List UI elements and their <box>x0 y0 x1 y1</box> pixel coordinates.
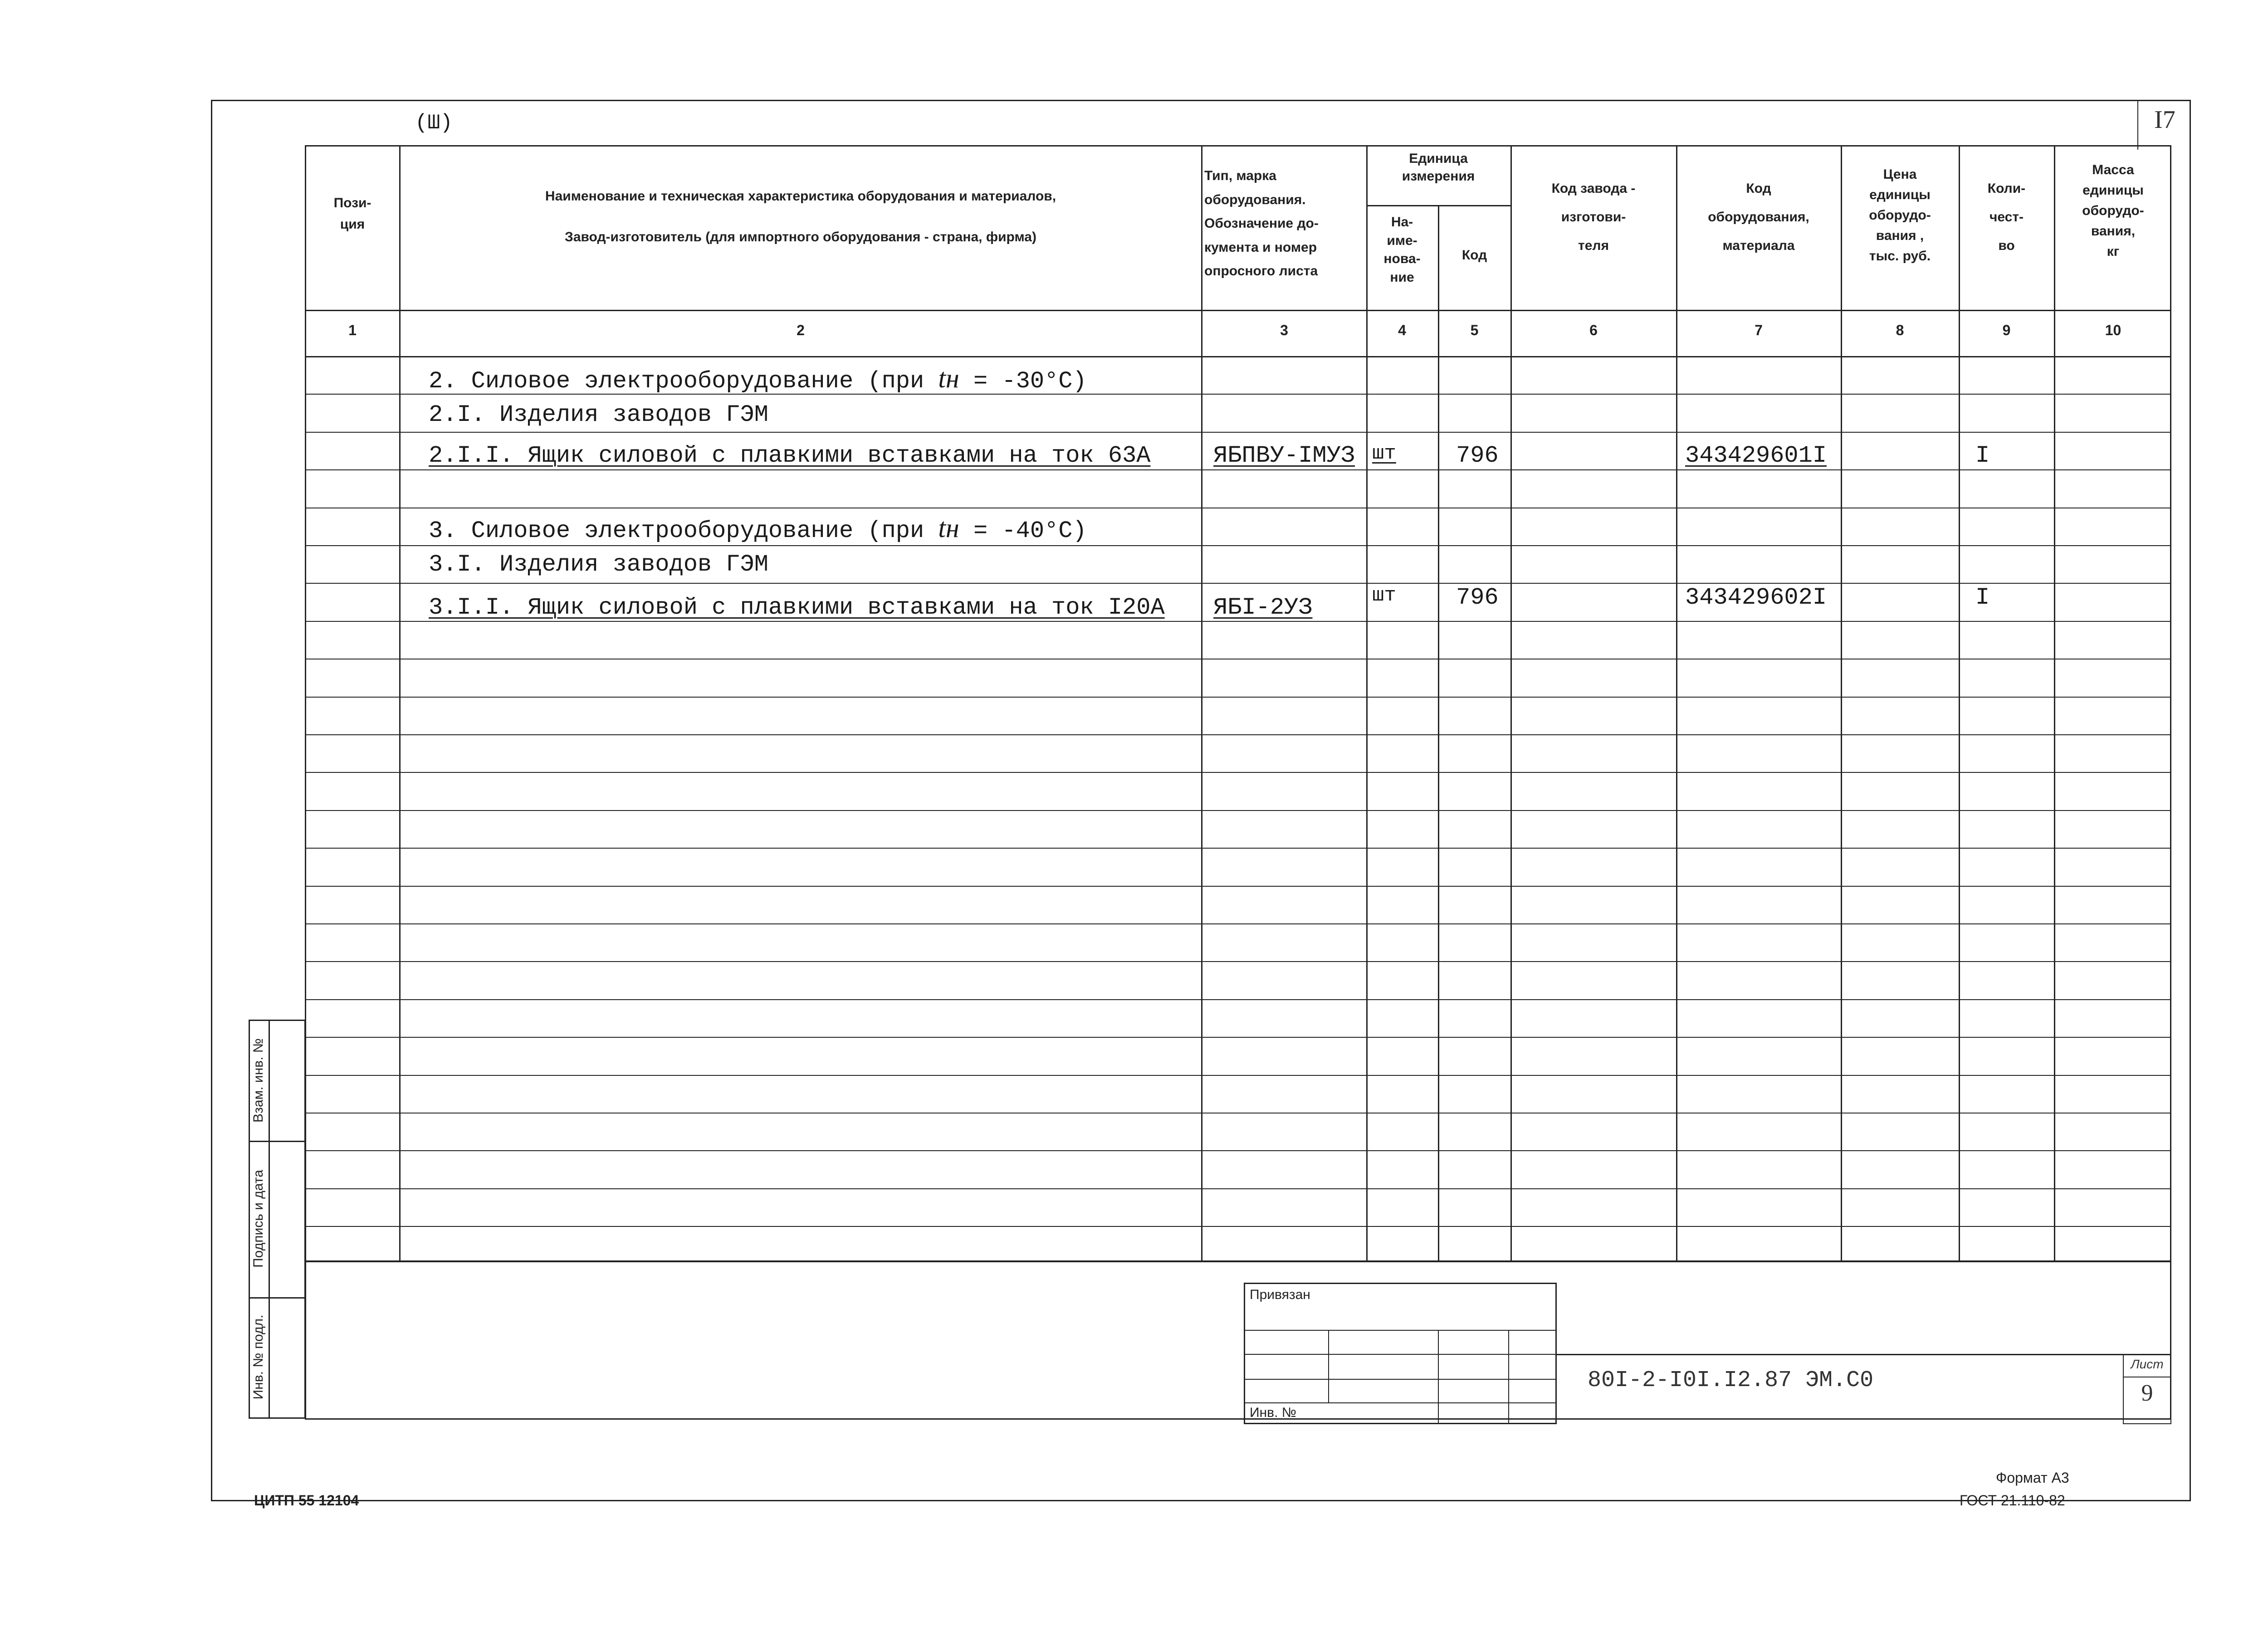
row-line <box>305 621 2171 622</box>
header-unit-group: Единица измерения <box>1402 151 1475 184</box>
header-factory-code: Код завода - изготови- теля <box>1551 181 1636 253</box>
header-quantity: Коли- чест- во <box>1987 181 2026 253</box>
row-3-code: 796 <box>1456 442 1499 469</box>
row-line <box>305 1226 2171 1227</box>
side-stamp-podpis: Подпись и дата <box>251 1170 266 1268</box>
header-unit-name: На- име- нова- ние <box>1383 215 1421 285</box>
header-mass: Масса единицы оборудо- вания, кг <box>2082 162 2144 259</box>
side-stamp-inv-podl: Инв. № подл. <box>251 1314 266 1400</box>
row-6-name: 3.I.I. Ящик силовой с плавкими вставками на ток I20А <box>429 594 1165 621</box>
row-line <box>305 810 2171 811</box>
row-line <box>305 848 2171 849</box>
bottom-area <box>305 1261 2171 1420</box>
col-number-9: 9 <box>2002 322 2011 338</box>
doc-code-top-line <box>1557 1354 2171 1355</box>
side-stamp-vzam: Взам. инв. № <box>251 1038 266 1123</box>
tb-line-2 <box>1244 1354 1557 1355</box>
header-name-line1: Наименование и техническая характеристика оборудования и материалов, <box>545 189 1056 204</box>
tb-line-3 <box>1244 1379 1557 1380</box>
col-number-8: 8 <box>1896 322 1904 338</box>
header-unit-price: Цена единицы оборудо- вания , тыс. руб. <box>1869 167 1931 264</box>
col-divider-3 <box>1366 145 1368 1262</box>
col-divider-5 <box>1510 145 1512 1262</box>
col-divider-7 <box>1841 145 1842 1262</box>
section-mark: (Ш) <box>415 111 453 135</box>
col-divider-8 <box>1959 145 1960 1262</box>
tb-line-4 <box>1244 1402 1557 1403</box>
row-6-quantity: I <box>1975 584 1990 611</box>
col-number-5: 5 <box>1470 322 1479 338</box>
header-bottom-line <box>305 310 2171 311</box>
sheet-number: 9 <box>2141 1380 2153 1406</box>
col-number-6: 6 <box>1589 322 1598 338</box>
row-line <box>305 432 2171 433</box>
row-line <box>305 772 2171 773</box>
tb-line-1 <box>1244 1330 1557 1331</box>
row-3-quantity: I <box>1975 442 1990 469</box>
col-number-2: 2 <box>797 322 805 338</box>
row-line <box>305 886 2171 887</box>
tb-vline-3 <box>1508 1330 1509 1424</box>
col-divider-1 <box>399 145 401 1262</box>
header-equipment-code: Код оборудования, материала <box>1708 181 1809 253</box>
gost-label: ГОСТ 21.110-82 <box>1960 1492 2065 1509</box>
col-number-1: 1 <box>348 322 357 338</box>
document-code: 80I-2-I0I.I2.87 ЭМ.C0 <box>1588 1367 1874 1393</box>
side-stamp-divider <box>269 1020 270 1419</box>
top-right-divider <box>2137 100 2138 150</box>
row-line <box>305 1037 2171 1038</box>
row-1-name <box>429 363 1087 395</box>
side-stamp-line-1 <box>249 1141 306 1142</box>
sheet-label: Лист <box>2131 1357 2164 1371</box>
row-line <box>305 734 2171 735</box>
row-4-name <box>429 513 1087 544</box>
header-position: Пози- ция <box>333 195 371 232</box>
inv-no-label: Инв. № <box>1250 1405 1296 1420</box>
row-line <box>305 469 2171 470</box>
header-unit-code: Код <box>1461 248 1487 263</box>
row-4-temp-value: = -40°С) <box>973 518 1087 544</box>
row-3-name: 2.I.I. Ящик силовой с плавкими вставками на ток 63А <box>429 442 1151 469</box>
row-6-unit: шт <box>1372 584 1396 607</box>
col-number-7: 7 <box>1755 322 1763 338</box>
row-3-type: ЯБПВУ-IМУЗ <box>1213 442 1355 469</box>
row-3-equipment-code: 343429601I <box>1685 442 1827 469</box>
row-5-name: 3.I. Изделия заводов ГЭМ <box>429 551 768 578</box>
header-name-line2: Завод-изготовитель (для импортного оборудования - страна, фирма) <box>565 230 1036 244</box>
row-6-code: 796 <box>1456 584 1499 611</box>
privyazan-label: Привязан <box>1250 1287 1310 1302</box>
col-number-4: 4 <box>1398 322 1406 338</box>
row-6-type: ЯБI-2УЗ <box>1213 594 1313 621</box>
col-divider-6 <box>1676 145 1677 1262</box>
col-divider-2 <box>1201 145 1202 1262</box>
top-right-number: I7 <box>2154 106 2175 134</box>
row-line <box>305 1075 2171 1076</box>
row-line <box>305 583 2171 584</box>
col-number-3: 3 <box>1280 322 1288 338</box>
row-3-unit: шт <box>1372 442 1396 465</box>
row-1-temp-value: = -30°С) <box>973 368 1087 395</box>
row-1-name-text: 2. Силовое электрооборудование (при <box>429 368 938 395</box>
col-number-bottom-line <box>305 356 2171 357</box>
col-divider-9 <box>2054 145 2055 1262</box>
row-4-temp-symbol: tн <box>938 513 959 543</box>
row-line <box>305 961 2171 962</box>
row-4-name-text: 3. Силовое электрооборудование (при <box>429 518 938 544</box>
row-line <box>305 545 2171 546</box>
row-line <box>305 697 2171 698</box>
col-number-10: 10 <box>2105 322 2121 338</box>
row-1-temp-symbol: tн <box>938 363 959 393</box>
row-line <box>305 1150 2171 1151</box>
row-line <box>305 999 2171 1000</box>
row-6-equipment-code: 343429602I <box>1685 584 1827 611</box>
row-line <box>305 1188 2171 1189</box>
header-type: Тип, марка оборудования. Обозначение до- кумента и номер опросного листа <box>1204 168 1319 278</box>
tb-vline-2 <box>1438 1330 1439 1424</box>
main-table <box>305 145 2171 1262</box>
unit-group-line <box>1366 205 1510 206</box>
row-line <box>305 923 2171 924</box>
tb-vline-1 <box>1328 1330 1329 1402</box>
row-2-name: 2.I. Изделия заводов ГЭМ <box>429 401 768 428</box>
stamp-left: ЦИТП 55 12104 <box>254 1492 359 1509</box>
format-label: Формат А3 <box>1996 1470 2069 1486</box>
